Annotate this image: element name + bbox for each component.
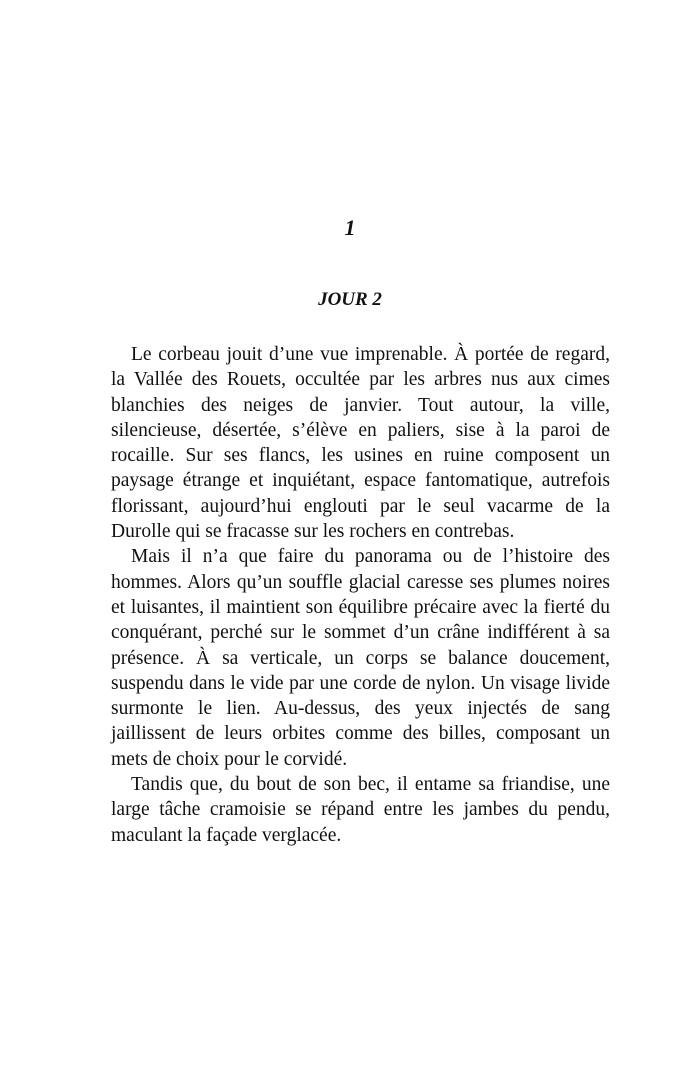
chapter-text: [111, 342, 610, 848]
chapter-number: 1: [344, 215, 356, 240]
chapter-title: JOUR 2: [318, 289, 382, 310]
paragraph-3: Tandis que, du bout de son bec, il entame sa friandise, une large tâche cramoisie se répand entre les jambes du pendu, maculant la façade verglacée.: [111, 774, 610, 846]
paragraph-1: Le corbeau jouit d’une vue imprenable. À portée de regard, la Vallée des Rouets, occultée par les arbres nus aux cimes blanchies des neiges de janvier. Tout autour, la ville, silencieuse, désertée, s’élève en paliers, sise à la paroi de rocaille. Sur ses flancs, les usines en ruine composent un paysage étrange et inquiétant, espace fantomatique, autrefois florissant, aujourd’hui englouti par le seul vacarme de la Durolle qui se fracasse sur les rochers en contrebas.: [111, 344, 610, 543]
paragraph-2: Mais il n’a que faire du panorama ou de l’histoire des hommes. Alors qu’un souffle glacial caresse ses plumes noires et luisantes, il maintient son équilibre précaire avec la fierté du conquérant, perché sur le sommet d’un crâne indifférent à sa présence. À sa verticale, un corps se balance doucement, suspendu dans le vide par une corde de nylon. Un visage livide surmonte le lien. Au-dessus, des yeux injectés de sang jaillissent de leurs orbites comme des billes, composant un mets de choix pour le corvidé.: [111, 546, 610, 770]
